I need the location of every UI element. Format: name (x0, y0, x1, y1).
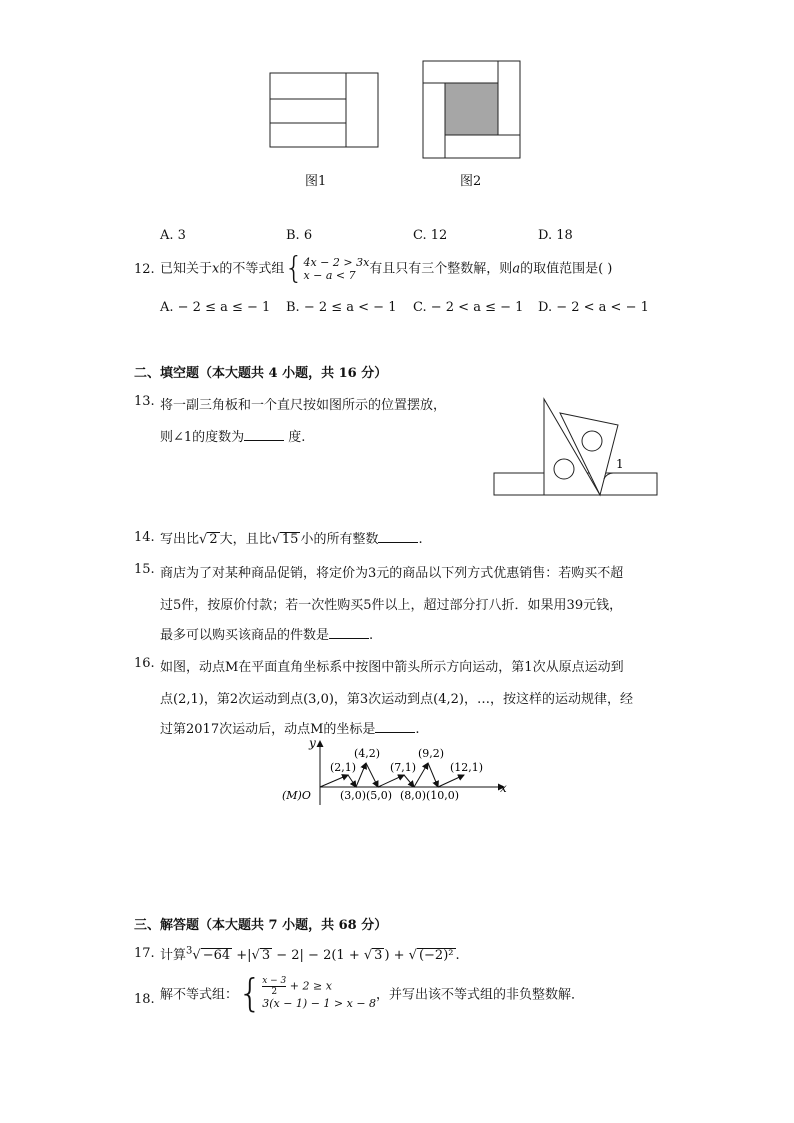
q17-number: 17. (134, 946, 155, 961)
q14-a: 写出比 (160, 532, 200, 547)
q16-line3-a: 过第2017次运动后，动点M的坐标是 (160, 722, 376, 737)
q11-option-d: D. 18 (538, 228, 573, 243)
q14-root-2: 15 (281, 532, 299, 547)
q12-system (303, 256, 369, 282)
q12-end: 的取值范围是( ) (520, 261, 613, 277)
q15-line2: 过5件，按原价付款；若一次性购买5件以上，超过部分打八折．如果用39元钱， (160, 598, 623, 613)
q15-number: 15. (134, 562, 155, 577)
q16-line3-b: . (415, 722, 420, 737)
q16-y-label: y (309, 736, 316, 750)
q12-mid: 的不等式组 (219, 261, 285, 277)
figure-1-caption: 图1 (305, 174, 327, 189)
q12-post: 有且只有三个整数解，则 (369, 261, 513, 277)
q15-answer-blank (329, 626, 369, 639)
section-3-title: 三、解答题（本大题共 7 小题，共 68 分） (134, 918, 388, 933)
q14-c: 小的所有整数 (300, 532, 379, 547)
q18-frac-num: x − 3 (262, 975, 287, 986)
q16-number: 16. (134, 656, 155, 671)
q16-point-2: (4,2) (354, 747, 381, 760)
q18-b: ，并写出该不等式组的非负整数解． (376, 987, 585, 1003)
q15-line1: 商店为了对某种商品促销，将定价为3元的商品以下列方式优惠销售：若购买不超 (160, 566, 624, 581)
q13-figure (490, 395, 662, 500)
q17-root-1: −64 (202, 948, 231, 963)
section-2-title: 二、填空题（本大题共 4 小题，共 16 分） (134, 366, 388, 381)
figure-2-caption: 图2 (460, 174, 482, 189)
q13-number: 13. (134, 394, 155, 409)
q12-eq2: x − a < 7 (303, 269, 356, 282)
q13-line2-a: 则∠1的度数为 (160, 430, 245, 445)
q16-graph (278, 735, 518, 813)
q16-base-2: (5,0) (366, 789, 393, 802)
q17-e: . (455, 948, 460, 963)
q17-d: ) + (384, 948, 409, 963)
q14-number: 14. (134, 530, 155, 545)
q12-pre: 已知关于 (160, 261, 213, 277)
q18-brace: { (238, 971, 263, 1015)
q18-a: 解不等式组： (160, 987, 239, 1003)
q14-b: 大，且比 (219, 532, 272, 547)
q16-point-1: (2,1) (330, 761, 357, 774)
q12-var: x (212, 261, 220, 277)
figure-1 (270, 73, 378, 147)
figure-1-2 (260, 55, 540, 165)
q12-eq1: 4x − 2 > 3x (303, 256, 370, 269)
q16-point-4: (9,2) (418, 747, 445, 760)
q13-line2 (160, 426, 305, 445)
q12-option-b: B. − 2 ≤ a < − 1 (286, 300, 397, 315)
q11-option-c: C. 12 (413, 228, 448, 243)
q16-base-4: (10,0) (426, 789, 460, 802)
q17-b: +| (232, 948, 252, 963)
q12-brace: { (284, 251, 304, 286)
q17-c: − 2| − 2(1 + (272, 948, 364, 963)
q18-number: 18. (134, 992, 155, 1007)
q16-origin-label: (M)O (282, 789, 311, 802)
q16-line1: 如图，动点M在平面直角坐标系中按图中箭头所示方向运动，第1次从原点运动到 (160, 660, 624, 675)
q12-option-d: D. − 2 < a < − 1 (538, 300, 649, 315)
q16-base-3: (8,0) (400, 789, 427, 802)
q12-option-a: A. − 2 ≤ a ≤ − 1 (160, 300, 271, 315)
q14-d: . (418, 532, 423, 547)
q16-base-1: (3,0) (340, 789, 367, 802)
q15-line3-a: 最多可以购买该商品的件数是 (160, 628, 330, 643)
q13-angle-label: 1 (616, 457, 624, 471)
q13-line2-b: 度. (284, 430, 306, 445)
q18-system (262, 976, 376, 1011)
q18-eq1-rest: + 2 ≥ x (286, 979, 332, 992)
q14-text: 写出比√ 2 大，且比√ 15 小的所有整数 . (160, 532, 423, 547)
q11-option-b: B. 6 (286, 228, 313, 243)
q15-line3-b: . (369, 628, 374, 643)
q12-option-c: C. − 2 < a ≤ − 1 (413, 300, 524, 315)
q16-point-5: (12,1) (450, 761, 484, 774)
q12-number: 12. (134, 262, 155, 277)
q16-point-3: (7,1) (390, 761, 417, 774)
q17-root-2: 3 (261, 948, 271, 963)
q17-a: 计算 (160, 948, 187, 963)
q11-option-a: A. 3 (160, 228, 186, 243)
q12-text (160, 251, 613, 286)
figure-2 (423, 61, 520, 158)
q16-answer-blank (375, 720, 415, 733)
q17-cube-index: 3 (186, 945, 193, 957)
q16-line2: 点(2,1)，第2次运动到点(3,0)，第3次运动到点(4,2)，…，按这样的运动规律，经 (160, 692, 633, 707)
q14-root-1: 2 (209, 532, 218, 547)
q13-answer-blank (244, 428, 284, 441)
q15-line3 (160, 624, 373, 643)
q17-text: 计算$^3$√ −64 +|√ 3 − 2| − 2(1 + √ 3 ) + √ (−2)² . (160, 945, 460, 963)
q18-eq2: 3(x − 1) − 1 > x − 8 (262, 996, 377, 1010)
q13-line1: 将一副三角板和一个直尺按如图所示的位置摆放， (160, 398, 447, 413)
q14-answer-blank (378, 530, 418, 543)
q18-text (160, 971, 585, 1015)
q16-x-label: x (500, 781, 507, 795)
q18-frac-den: 2 (271, 986, 278, 997)
q17-root-3: 3 (374, 948, 383, 963)
q17-root-4: (−2)² (418, 948, 454, 963)
q12-var2: a (512, 261, 521, 277)
